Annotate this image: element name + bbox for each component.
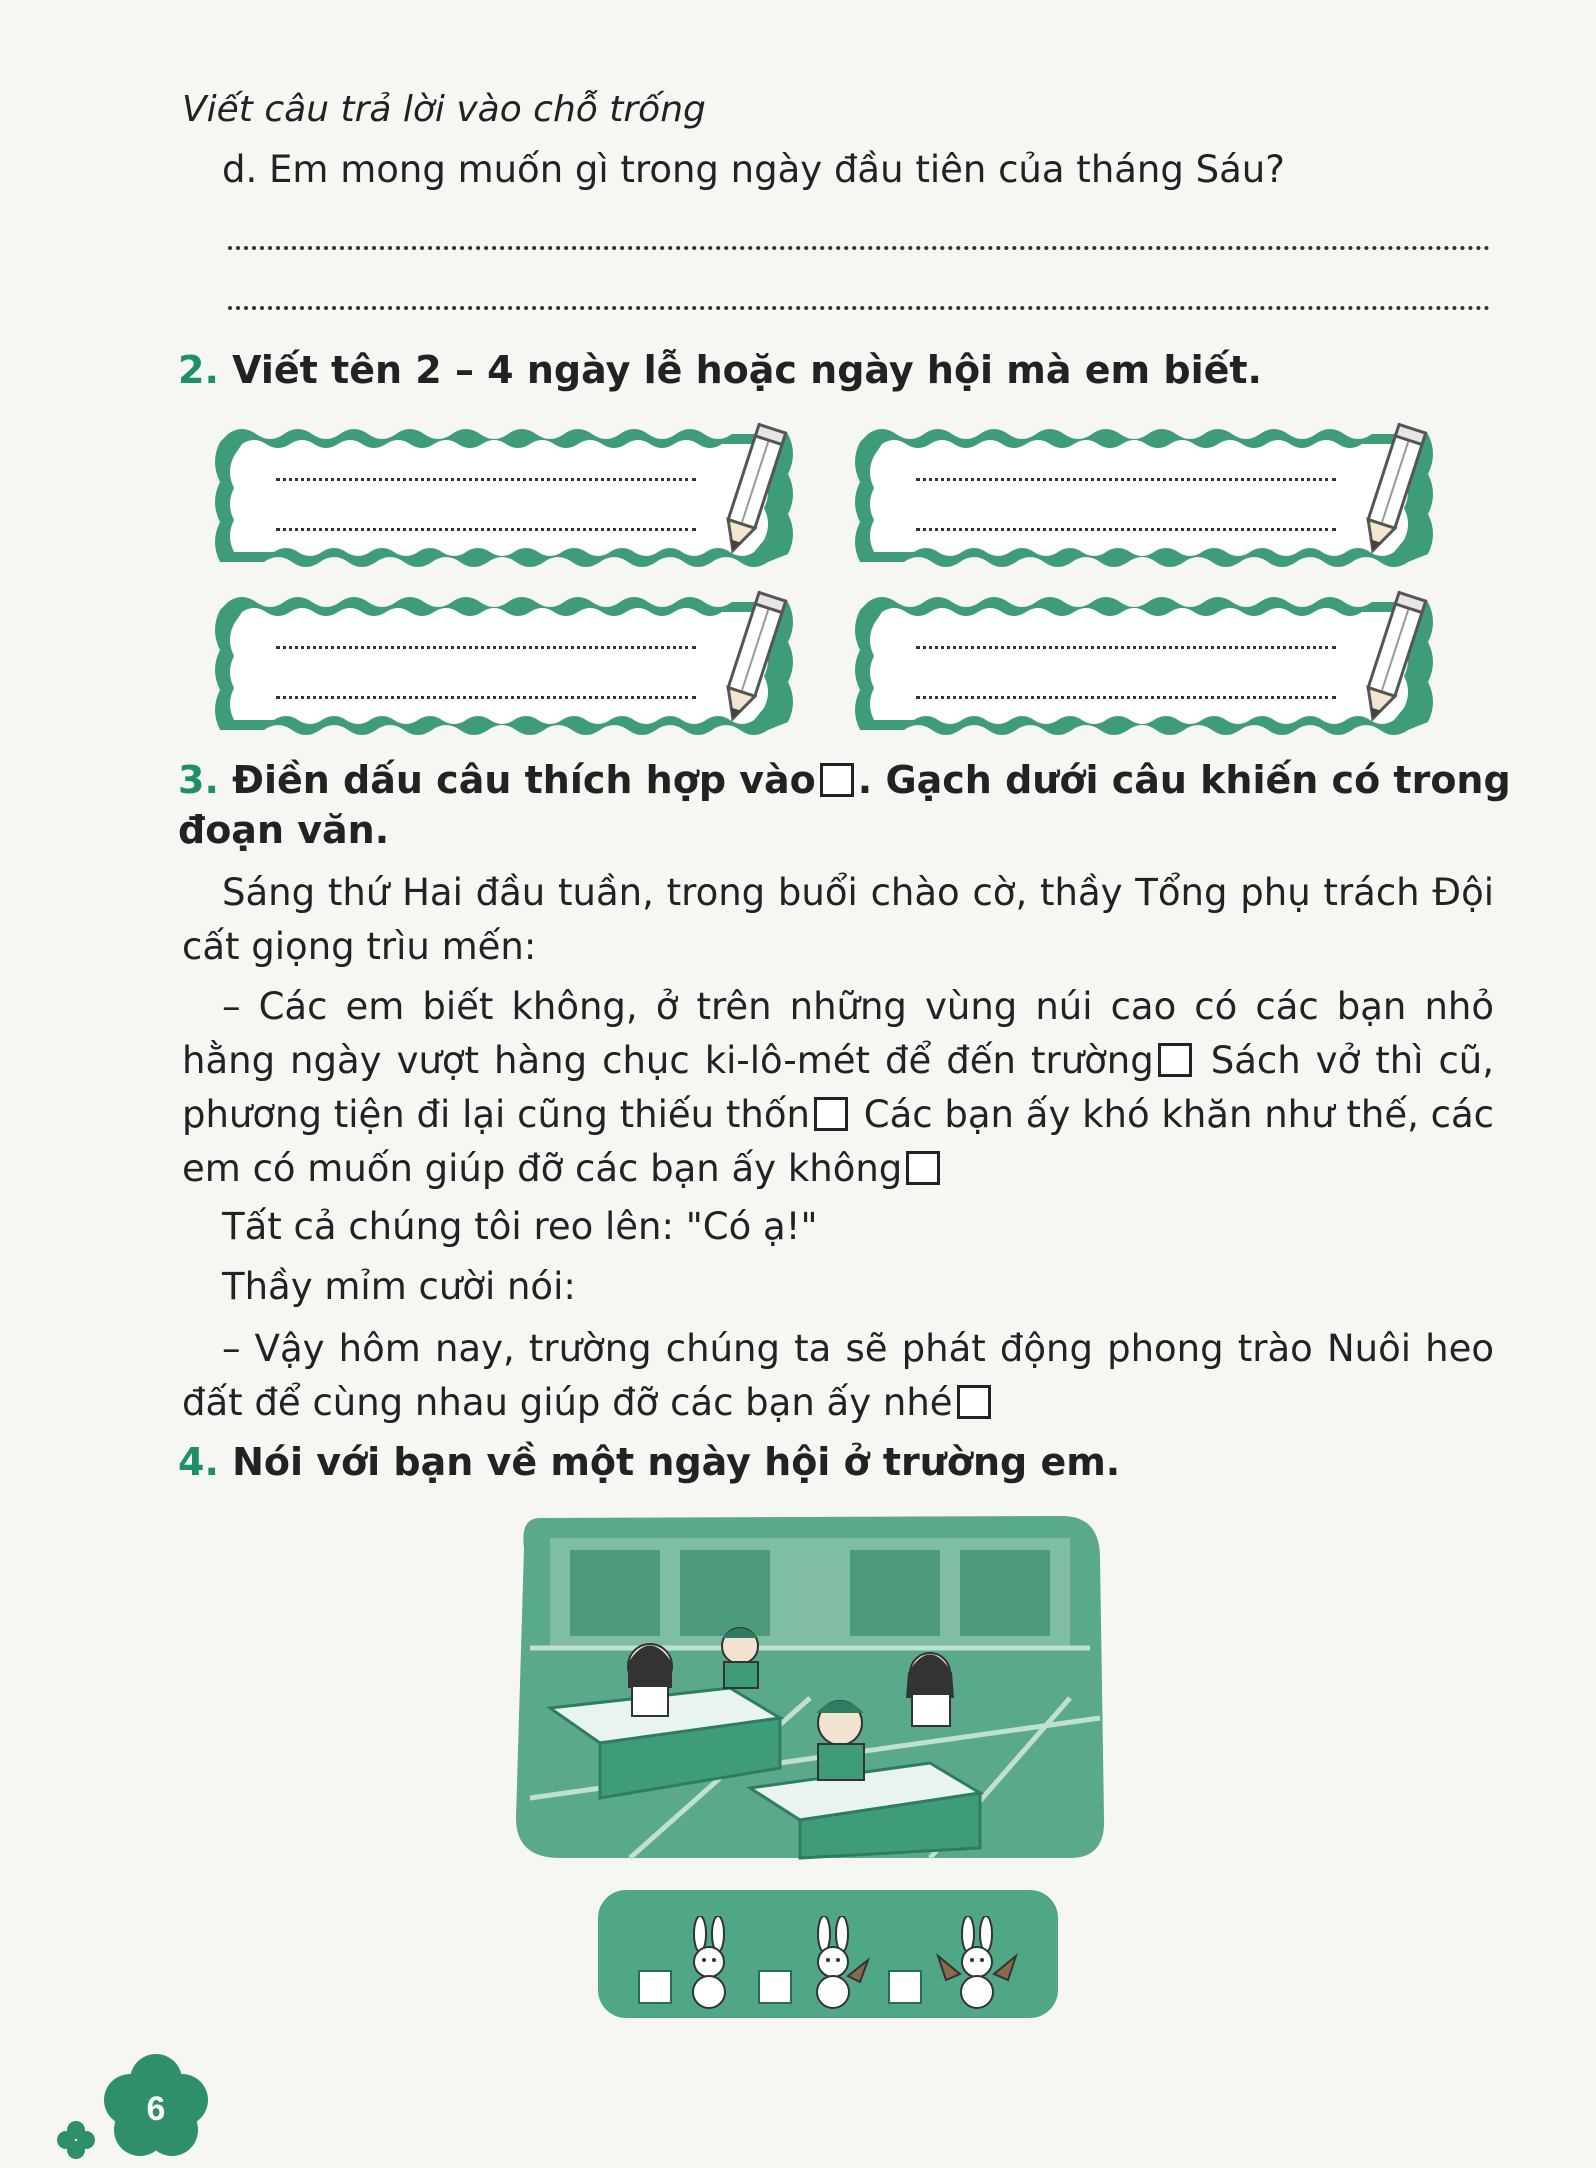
festival-banner-1	[208, 412, 798, 562]
punctuation-box-4[interactable]	[957, 1385, 991, 1419]
rating-checkbox-1[interactable]	[638, 1970, 672, 2004]
student-boy-back	[722, 1628, 758, 1688]
question-2-number: 2.	[178, 348, 219, 392]
rabbit-two-carrots-icon	[932, 1916, 1022, 2010]
rabbit-neutral-icon	[682, 1916, 736, 2010]
passage-paragraph-3	[182, 1200, 1494, 1254]
rating-checkbox-2[interactable]	[758, 1970, 792, 2004]
passage-p3: Tất cả chúng tôi reo lên: "Có ạ!"	[222, 1205, 818, 1248]
passage-p4: Thầy mỉm cười nói:	[222, 1265, 576, 1308]
punctuation-box-1[interactable]	[1158, 1043, 1192, 1077]
banner-pencil-icon	[848, 580, 1468, 750]
question-3-text-b: . Gạch dưới câu khiến có trong	[857, 758, 1511, 802]
punctuation-box-sample	[820, 763, 854, 797]
passage-paragraph-4	[182, 1260, 1494, 1314]
question-2-heading	[178, 348, 1262, 394]
passage-p2b: Sách vở thì cũ, phương tiện đi lại cũng thiếu thốn	[182, 1039, 1494, 1136]
question-3-text-a: Điền dấu câu thích hợp vào	[232, 758, 816, 802]
banner-4-line-2[interactable]	[916, 696, 1336, 699]
question-4-number: 4.	[178, 1440, 219, 1484]
banner-4-line-1[interactable]	[916, 646, 1336, 649]
question-1d: d. Em mong muốn gì trong ngày đầu tiên của tháng Sáu?	[222, 148, 1285, 191]
student-girl-right	[906, 1653, 954, 1726]
question-4-text: Nói với bạn về một ngày hội ở trường em.	[232, 1440, 1121, 1484]
festival-banner-4	[848, 580, 1438, 730]
small-flower-icon	[56, 2120, 96, 2160]
rabbit-carrot-icon	[802, 1916, 872, 2010]
festival-banner-2	[848, 412, 1438, 562]
self-assessment-bar	[598, 1890, 1058, 2018]
answer-line-1[interactable]	[228, 246, 1490, 250]
banner-3-line-1[interactable]	[276, 646, 696, 649]
banner-pencil-icon	[208, 580, 828, 750]
page-number: 6	[146, 2090, 166, 2128]
banner-1-line-1[interactable]	[276, 478, 696, 481]
banner-2-line-1[interactable]	[916, 478, 1336, 481]
passage-paragraph-5	[182, 1322, 1494, 1430]
question-3-heading-line2: đoạn văn.	[178, 808, 390, 852]
question-3-number: 3.	[178, 758, 219, 802]
banner-pencil-icon	[208, 412, 828, 582]
banner-1-line-2[interactable]	[276, 528, 696, 531]
page-number-flower	[96, 2050, 216, 2160]
rating-checkbox-3[interactable]	[888, 1970, 922, 2004]
question-2-text: Viết tên 2 – 4 ngày lễ hoặc ngày hội mà em biết.	[232, 348, 1262, 392]
banner-3-line-2[interactable]	[276, 696, 696, 699]
passage-paragraph-1	[182, 866, 1494, 974]
question-4-heading	[178, 1440, 1120, 1486]
passage-p2c: Các bạn ấy khó khăn như thế, các em có muốn giúp đỡ các bạn ấy không	[182, 1093, 1494, 1190]
banner-pencil-icon	[848, 412, 1468, 582]
punctuation-box-2[interactable]	[814, 1097, 848, 1131]
answer-line-2[interactable]	[228, 306, 1490, 310]
passage-paragraph-2	[182, 980, 1494, 1196]
passage-p1: Sáng thứ Hai đầu tuần, trong buổi chào cờ, thầy Tổng phụ trách Đội cất giọng trìu mến:	[182, 871, 1494, 968]
passage-p5: – Vậy hôm nay, trường chúng ta sẽ phát động phong trào Nuôi heo đất để cùng nhau giúp đỡ các bạn ấy nhé	[182, 1327, 1494, 1424]
banner-2-line-2[interactable]	[916, 528, 1336, 531]
question-3-heading	[178, 758, 1511, 804]
instruction-text: Viết câu trả lời vào chỗ trống	[182, 89, 706, 130]
classroom-illustration	[510, 1498, 1110, 1870]
punctuation-box-3[interactable]	[906, 1151, 940, 1185]
student-girl-left	[628, 1644, 672, 1716]
passage-p2a: – Các em biết không, ở trên những vùng núi cao có các bạn nhỏ hằng ngày vượt hàng chục ki-lô-mét để đến trường	[182, 985, 1494, 1082]
festival-banner-3	[208, 580, 798, 730]
